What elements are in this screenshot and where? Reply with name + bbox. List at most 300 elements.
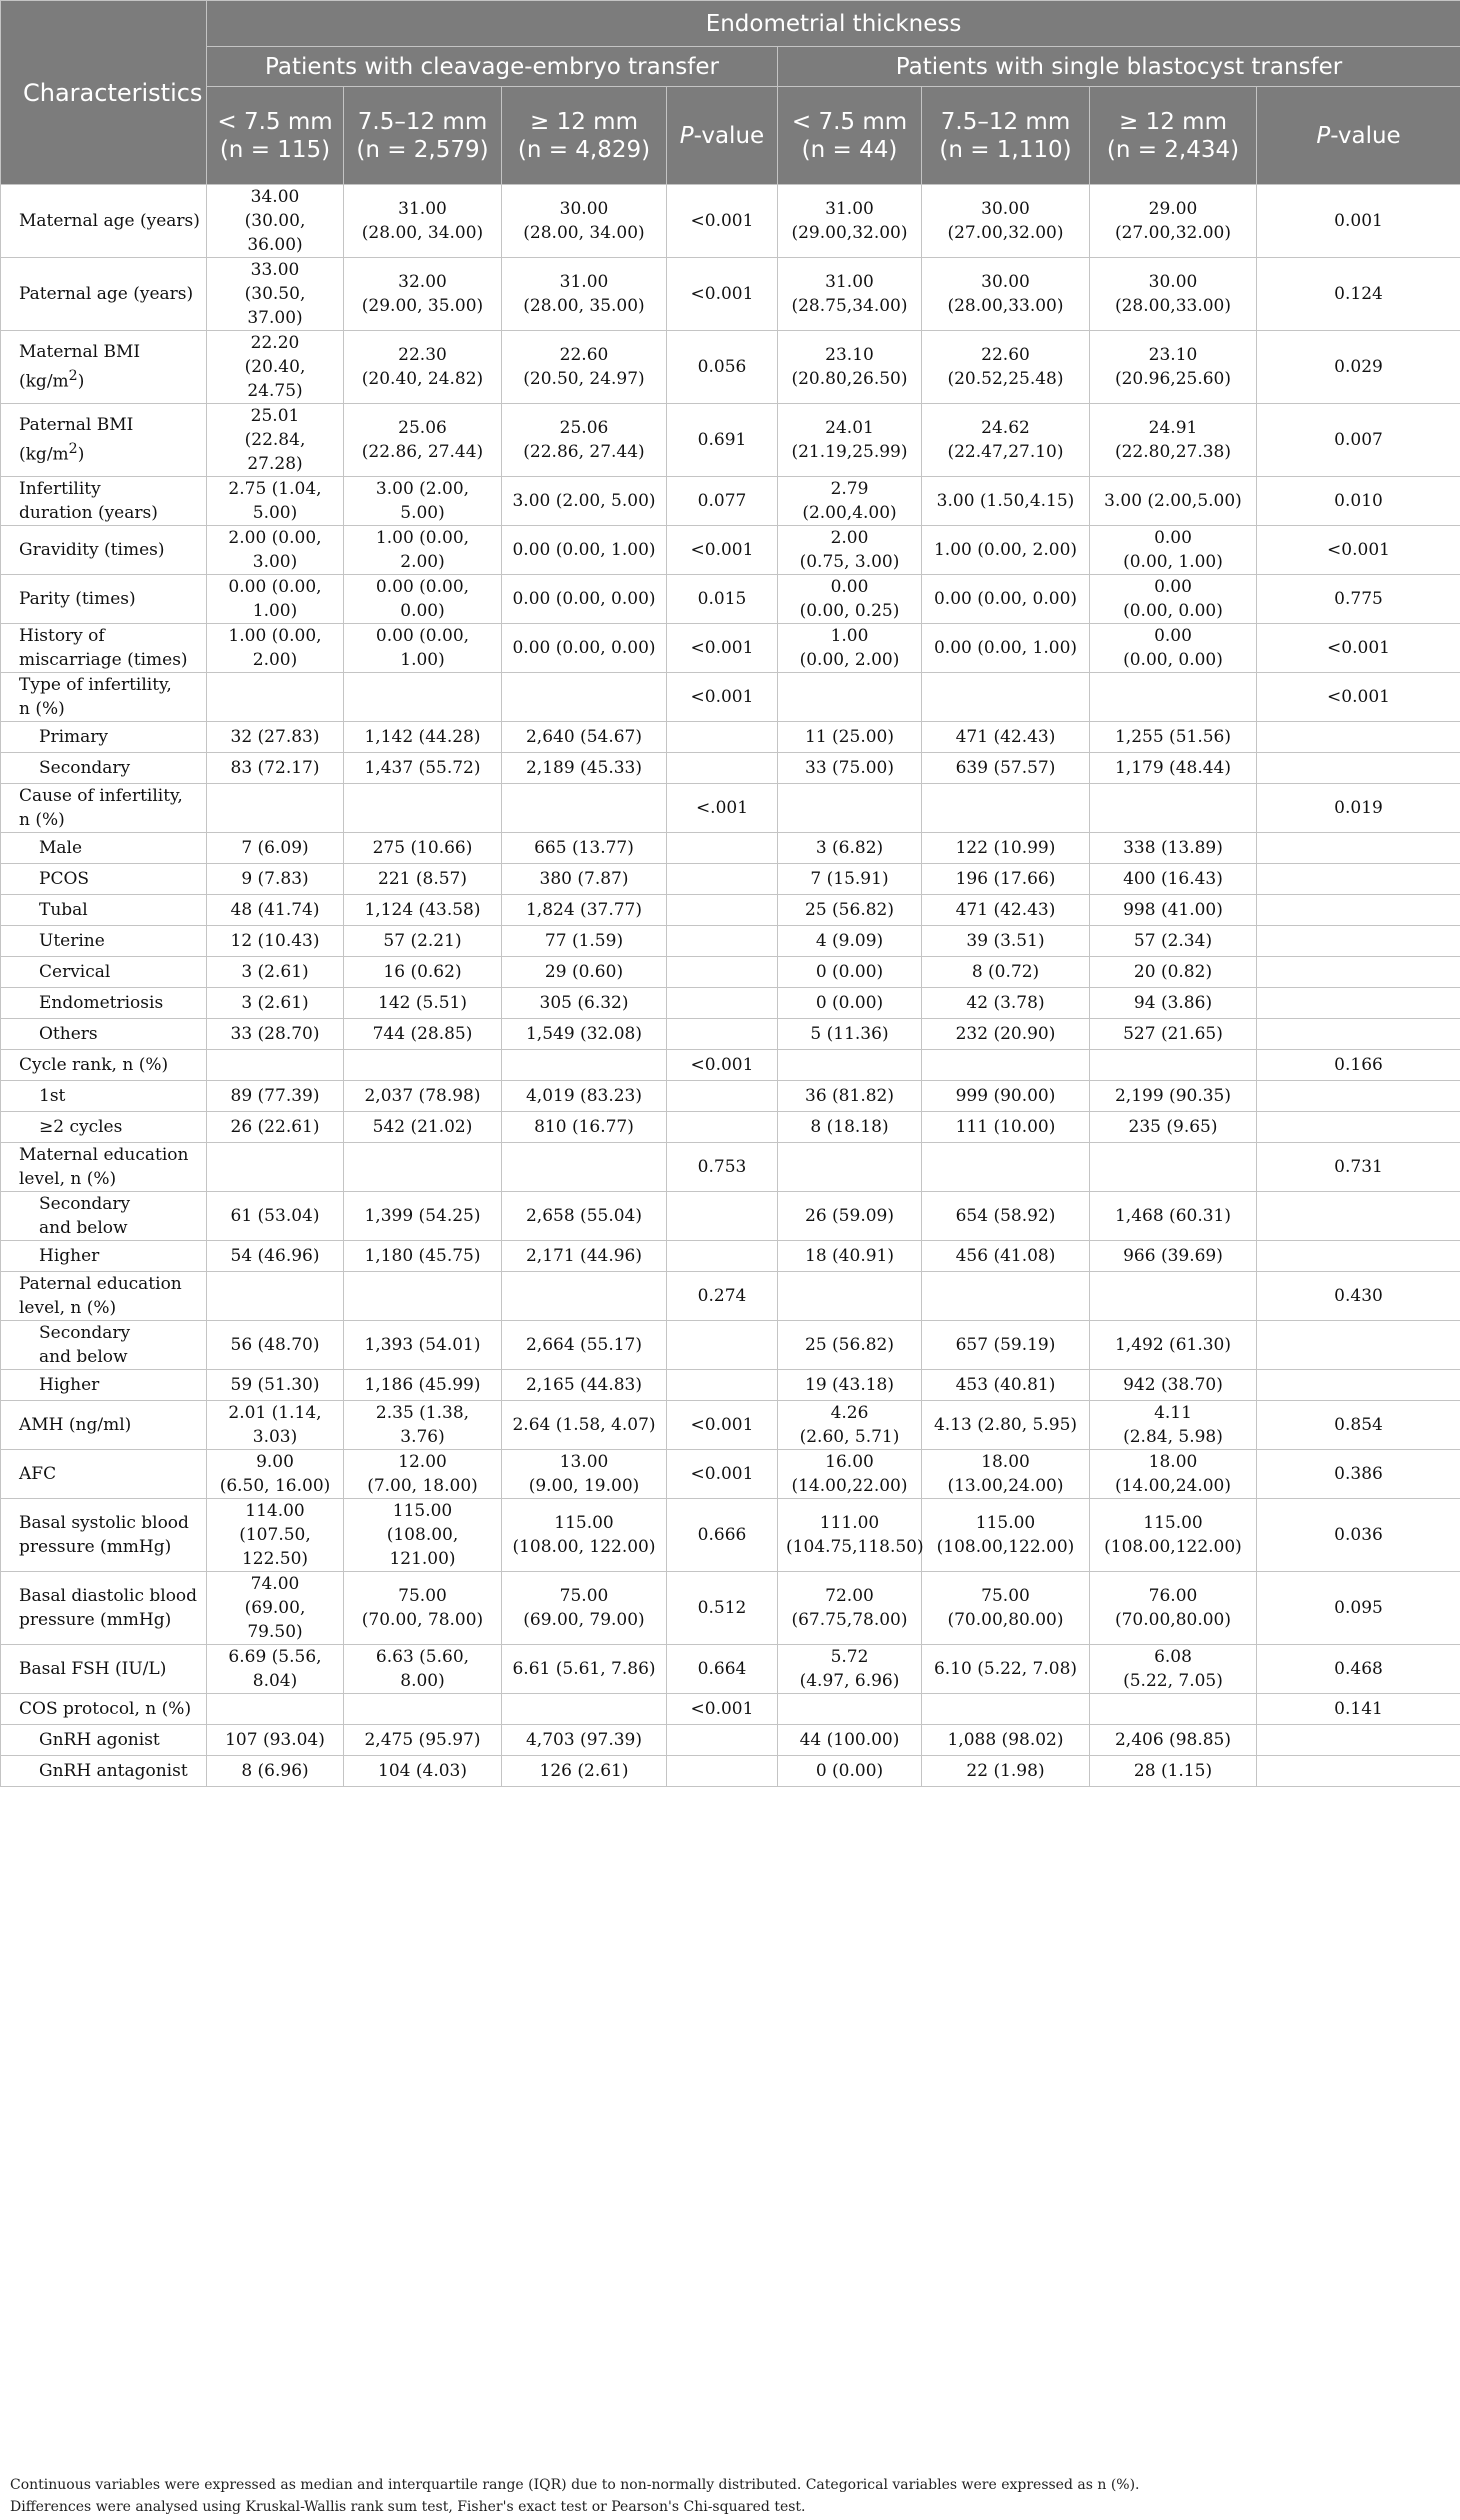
cleavage-cell: [207, 1112, 344, 1143]
col-range: < 7.5 mm: [217, 108, 333, 135]
blastocyst-cell: [922, 1192, 1090, 1241]
label-line: Higher: [39, 1246, 100, 1266]
cell-line: (6.50, 16.00): [219, 1476, 331, 1496]
cell-line: 19 (43.18): [805, 1375, 894, 1395]
blastocyst-cell: [922, 722, 1090, 753]
row-label: [1, 575, 207, 624]
cleavage-p-value: 0.015: [667, 575, 778, 624]
p-italic: P: [1316, 122, 1331, 149]
row-label: [1, 1450, 207, 1499]
cleavage-cell: [207, 1572, 344, 1645]
table-row: [1, 784, 1460, 833]
blastocyst-p-value: [1257, 1725, 1460, 1756]
blastocyst-cell: [778, 1321, 922, 1370]
cell-line: 122 (10.99): [955, 838, 1056, 858]
cell-line: (13.00,24.00): [947, 1476, 1064, 1496]
cleavage-p-value: 0.077: [667, 477, 778, 526]
col-range: 7.5–12 mm: [357, 108, 488, 135]
cell-line: (108.00, 122.00): [512, 1537, 656, 1557]
cleavage-cell: [344, 477, 502, 526]
label-line: Infertility: [19, 479, 101, 499]
cell-line: 18 (40.91): [805, 1246, 894, 1266]
cell-line: 4.11: [1154, 1403, 1192, 1423]
cleavage-p-value: <0.001: [667, 1694, 778, 1725]
cell-line: 23.10: [825, 345, 874, 365]
cell-line: (20.40, 24.82): [361, 369, 484, 389]
cell-line: 42 (3.78): [966, 993, 1045, 1013]
cleavage-cell: [207, 1370, 344, 1401]
blastocyst-cell: [778, 753, 922, 784]
cell-line: 75.00: [559, 1586, 609, 1606]
blastocyst-cell: [778, 784, 922, 833]
row-label: [1, 1081, 207, 1112]
blastocyst-p-value: 0.019: [1257, 784, 1460, 833]
cell-line: 115.00: [975, 1513, 1036, 1533]
blastocyst-cell: [922, 864, 1090, 895]
blastocyst-p-value: 0.124: [1257, 258, 1460, 331]
sub-row: [1, 988, 1460, 1019]
blastocyst-p-value: [1257, 1321, 1460, 1370]
cell-line: 1,549 (32.08): [525, 1024, 642, 1044]
sub-row: [1, 864, 1460, 895]
cleavage-cell: [207, 864, 344, 895]
cell-line: 29 (0.60): [544, 962, 624, 982]
blastocyst-cell: [1090, 624, 1257, 673]
blastocyst-p-value: 0.468: [1257, 1645, 1460, 1694]
blastocyst-p-value: 0.007: [1257, 404, 1460, 477]
cleavage-cell: [344, 957, 502, 988]
cell-line: 44 (100.00): [799, 1730, 900, 1750]
label-line: level, n (%): [19, 1169, 117, 1189]
blastocyst-col-header-2: [1090, 87, 1257, 185]
cell-line: 0.00: [1154, 626, 1192, 646]
label-line: Secondary: [39, 1194, 131, 1214]
label-line: COS protocol, n (%): [19, 1699, 192, 1719]
blastocyst-cell: [778, 1725, 922, 1756]
table-row: [1, 1143, 1460, 1192]
cell-line: (28.00,33.00): [947, 296, 1064, 316]
cleavage-cell: [502, 404, 667, 477]
cell-line: 94 (3.86): [1133, 993, 1213, 1013]
blastocyst-cell: [922, 1645, 1090, 1694]
cleavage-cell: [502, 957, 667, 988]
blastocyst-p-value: [1257, 753, 1460, 784]
cleavage-cell: [207, 1050, 344, 1081]
cell-line: 31.00: [559, 272, 609, 292]
cleavage-p-value: [667, 926, 778, 957]
p-suffix: -value: [1330, 122, 1401, 149]
blastocyst-cell: [778, 624, 922, 673]
cleavage-cell: [207, 753, 344, 784]
table-row: [1, 575, 1460, 624]
cleavage-p-value: <0.001: [667, 624, 778, 673]
cell-line: 74.00: [250, 1574, 300, 1594]
cell-line: (20.52,25.48): [947, 369, 1064, 389]
cleavage-cell: [207, 1143, 344, 1192]
row-label: [1, 1725, 207, 1756]
label-line: and below: [39, 1347, 128, 1367]
cleavage-cell: [502, 1645, 667, 1694]
cell-line: 400 (16.43): [1123, 869, 1223, 889]
cleavage-p-value: [667, 1112, 778, 1143]
cleavage-p-value: [667, 1192, 778, 1241]
cell-line: 61 (53.04): [230, 1206, 320, 1226]
blastocyst-cell: [922, 624, 1090, 673]
blastocyst-cell: [922, 1321, 1090, 1370]
blastocyst-cell: [778, 331, 922, 404]
cleavage-cell: [502, 1192, 667, 1241]
cleavage-cell: [502, 1050, 667, 1081]
col-n: (n = 2,434): [1106, 136, 1240, 163]
blastocyst-cell: [922, 1272, 1090, 1321]
cell-line: 12.00: [398, 1452, 447, 1472]
cell-line: 8 (0.72): [971, 962, 1040, 982]
cell-line: 39 (3.51): [966, 931, 1045, 951]
blastocyst-cell: [1090, 1401, 1257, 1450]
sub-row: [1, 1756, 1460, 1787]
blastocyst-cell: [1090, 673, 1257, 722]
blastocyst-p-value: [1257, 1192, 1460, 1241]
blastocyst-cell: [778, 1081, 922, 1112]
cell-line: (28.00, 34.00): [523, 223, 645, 243]
cell-line: 2,189 (45.33): [525, 758, 642, 778]
cell-line: (28.00, 34.00): [361, 223, 484, 243]
cell-line: 32.00: [398, 272, 447, 292]
cell-line: (27.00,32.00): [947, 223, 1064, 243]
blastocyst-p-value: 0.854: [1257, 1401, 1460, 1450]
sub-row: [1, 895, 1460, 926]
cell-line: 221 (8.57): [378, 869, 467, 889]
cell-line: 0.00 (0.00, 0.00): [512, 638, 656, 658]
label-line: Endometriosis: [39, 993, 164, 1013]
p-suffix: -value: [693, 122, 765, 149]
cleavage-cell: [502, 753, 667, 784]
cell-line: 998 (41.00): [1123, 900, 1223, 920]
blastocyst-cell: [1090, 1645, 1257, 1694]
cell-line: 5 (11.36): [810, 1024, 889, 1044]
col-range: < 7.5 mm: [791, 108, 908, 135]
cleavage-cell: [344, 753, 502, 784]
blastocyst-cell: [1090, 526, 1257, 575]
cell-line: 22.60: [981, 345, 1030, 365]
cell-line: 31.00: [825, 272, 874, 292]
cell-line: 36 (81.82): [805, 1086, 894, 1106]
cell-line: (0.00, 2.00): [799, 650, 900, 670]
cell-line: 13.00: [559, 1452, 609, 1472]
blastocyst-cell: [778, 1241, 922, 1272]
row-label: [1, 404, 207, 477]
table-row: [1, 1572, 1460, 1645]
table-row: [1, 1401, 1460, 1450]
blastocyst-p-value: 0.141: [1257, 1694, 1460, 1725]
cell-line: 57 (2.34): [1133, 931, 1213, 951]
cell-line: 75.00: [398, 1586, 447, 1606]
blastocyst-cell: [1090, 1272, 1257, 1321]
cell-line: 0.00 (0.00, 0.00): [933, 589, 1078, 609]
row-label: [1, 185, 207, 258]
table-row: [1, 1499, 1460, 1572]
blastocyst-cell: [1090, 1019, 1257, 1050]
cleavage-cell: [207, 404, 344, 477]
row-label: [1, 331, 207, 404]
cell-line: (14.00,24.00): [1114, 1476, 1231, 1496]
label-unit: (kg/m: [19, 371, 69, 392]
table-row: [1, 331, 1460, 404]
cell-line: 0.00: [830, 577, 869, 597]
sub-row: [1, 1725, 1460, 1756]
cleavage-p-value: [667, 988, 778, 1019]
cell-line: (28.75,34.00): [791, 296, 908, 316]
cell-line: (2.84, 5.98): [1123, 1427, 1223, 1447]
cell-line: 111 (10.00): [955, 1117, 1056, 1137]
sub-row: [1, 1370, 1460, 1401]
cell-line: 12 (10.43): [230, 931, 320, 951]
cleavage-cell: [207, 1321, 344, 1370]
cell-line: 23.10: [1148, 345, 1198, 365]
blastocyst-cell: [922, 1450, 1090, 1499]
cleavage-p-value: [667, 1370, 778, 1401]
label-line: [19, 437, 202, 467]
cleavage-p-value: 0.666: [667, 1499, 778, 1572]
blastocyst-cell: [778, 258, 922, 331]
blastocyst-cell: [922, 185, 1090, 258]
cleavage-cell: [502, 895, 667, 926]
cleavage-cell: [207, 331, 344, 404]
row-label: [1, 1050, 207, 1081]
sub-row: [1, 957, 1460, 988]
cell-line: 54 (46.96): [230, 1246, 320, 1266]
cell-line: 22 (1.98): [966, 1761, 1045, 1781]
cell-line: 31.00: [825, 199, 874, 219]
cell-line: 275 (10.66): [372, 838, 473, 858]
cell-line: 305 (6.32): [539, 993, 629, 1013]
cleavage-cell: [207, 833, 344, 864]
cleavage-cell: [207, 1272, 344, 1321]
cell-line: 75.00: [981, 1586, 1030, 1606]
cleavage-cell: [344, 926, 502, 957]
label-line: GnRH antagonist: [39, 1761, 188, 1781]
cell-line: 639 (57.57): [955, 758, 1056, 778]
blastocyst-cell: [1090, 1450, 1257, 1499]
cleavage-cell: [344, 988, 502, 1019]
blastocyst-cell: [1090, 833, 1257, 864]
cell-line: (0.75, 3.00): [799, 552, 900, 572]
blastocyst-p-value: [1257, 722, 1460, 753]
sub-row: [1, 1321, 1460, 1370]
cell-line: 2,171 (44.96): [525, 1246, 642, 1266]
cleavage-cell: [344, 1645, 502, 1694]
cell-line: 1,437 (55.72): [364, 758, 481, 778]
cleavage-cell: [207, 258, 344, 331]
label-line: AFC: [19, 1464, 57, 1484]
cleavage-cell: [502, 526, 667, 575]
cleavage-cell: [344, 722, 502, 753]
cell-line: 2,658 (55.04): [525, 1206, 642, 1226]
cleavage-cell: [344, 673, 502, 722]
row-label: [1, 957, 207, 988]
cell-line: 0 (0.00): [815, 962, 884, 982]
cleavage-cell: [502, 784, 667, 833]
cleavage-p-value: [667, 753, 778, 784]
cleavage-cell: [207, 1401, 344, 1450]
blastocyst-cell: [778, 1401, 922, 1450]
cell-line: (108.00, 121.00): [386, 1525, 459, 1569]
table-row: [1, 1050, 1460, 1081]
cleavage-cell: [344, 526, 502, 575]
blastocyst-cell: [778, 1499, 922, 1572]
cleavage-p-value: [667, 895, 778, 926]
col-n: (n = 2,579): [356, 136, 489, 163]
blastocyst-cell: [922, 926, 1090, 957]
sub-row: [1, 1241, 1460, 1272]
blastocyst-cell: [922, 404, 1090, 477]
cell-line: 0.00: [1154, 528, 1192, 548]
row-label: [1, 1192, 207, 1241]
blastocyst-p-value: [1257, 1019, 1460, 1050]
blastocyst-cell: [778, 926, 922, 957]
label-line: Maternal age (years): [19, 211, 200, 231]
blastocyst-cell: [922, 526, 1090, 575]
cleavage-cell: [207, 895, 344, 926]
cell-line: 59 (51.30): [230, 1375, 320, 1395]
cell-line: 33 (28.70): [230, 1024, 320, 1044]
col-n: (n = 4,829): [517, 136, 651, 163]
label-line: level, n (%): [19, 1298, 117, 1318]
cleavage-cell: [344, 624, 502, 673]
row-label: [1, 477, 207, 526]
cell-line: 2,640 (54.67): [525, 727, 642, 747]
blastocyst-p-value: <0.001: [1257, 624, 1460, 673]
cell-line: 527 (21.65): [1123, 1024, 1223, 1044]
blastocyst-cell: [922, 1572, 1090, 1645]
cell-line: 654 (58.92): [955, 1206, 1056, 1226]
label-line: Tubal: [39, 900, 88, 920]
cleavage-cell: [344, 185, 502, 258]
blastocyst-p-value: [1257, 926, 1460, 957]
cell-line: (30.00, 36.00): [244, 211, 306, 255]
blastocyst-p-value-header: [1257, 87, 1460, 185]
cell-line: (28.00, 35.00): [523, 296, 645, 316]
blastocyst-cell: [778, 526, 922, 575]
blastocyst-cell: [778, 673, 922, 722]
blastocyst-cell: [1090, 1694, 1257, 1725]
cell-line: (4.97, 6.96): [799, 1671, 900, 1691]
cell-line: (22.84, 27.28): [244, 430, 306, 474]
cleavage-p-value: [667, 1019, 778, 1050]
table-row: [1, 624, 1460, 673]
cell-line: (22.86, 27.44): [361, 442, 484, 462]
cell-line: (107.50, 122.50): [239, 1525, 311, 1569]
col-range: ≥ 12 mm: [1119, 108, 1227, 135]
cleavage-cell: [344, 1112, 502, 1143]
p-italic: P: [679, 122, 694, 149]
blastocyst-p-value: 0.430: [1257, 1272, 1460, 1321]
cell-line: 2,037 (78.98): [364, 1086, 481, 1106]
label-line: Maternal BMI: [19, 342, 141, 363]
blastocyst-cell: [922, 1694, 1090, 1725]
cell-line: (69.00, 79.00): [523, 1610, 645, 1630]
cleavage-cell: [207, 1694, 344, 1725]
cell-line: 25 (56.82): [805, 1335, 894, 1355]
row-label: [1, 673, 207, 722]
blastocyst-cell: [1090, 1192, 1257, 1241]
cell-line: 72.00: [825, 1586, 874, 1606]
label-line: Maternal education: [19, 1145, 189, 1165]
blastocyst-cell: [922, 1370, 1090, 1401]
cell-line: 3.00 (2.00, 5.00): [375, 479, 470, 523]
label-sup: 2: [68, 441, 78, 458]
cell-line: (0.00, 0.25): [799, 601, 900, 621]
label-line: GnRH agonist: [39, 1730, 160, 1750]
cleavage-cell: [502, 1081, 667, 1112]
cell-line: 56 (48.70): [230, 1335, 320, 1355]
cell-line: (108.00,122.00): [936, 1537, 1075, 1557]
cell-line: 0.00: [1154, 577, 1192, 597]
cleavage-p-value: [667, 722, 778, 753]
label-line: Basal systolic blood: [19, 1513, 189, 1533]
row-label: [1, 926, 207, 957]
table-row: [1, 1694, 1460, 1725]
cleavage-cell: [207, 784, 344, 833]
label-line: duration (years): [19, 503, 158, 523]
blastocyst-p-value: 0.775: [1257, 575, 1460, 624]
cleavage-cell: [207, 1081, 344, 1112]
cell-line: 2.00: [830, 528, 869, 548]
cleavage-p-value: <0.001: [667, 526, 778, 575]
blastocyst-cell: [922, 833, 1090, 864]
cell-line: (0.00, 0.00): [1123, 650, 1223, 670]
table-row: [1, 477, 1460, 526]
blastocyst-cell: [1090, 1321, 1257, 1370]
blastocyst-cell: [778, 477, 922, 526]
cell-line: 89 (77.39): [230, 1086, 320, 1106]
cleavage-p-value: 0.691: [667, 404, 778, 477]
blastocyst-p-value: [1257, 1081, 1460, 1112]
cleavage-cell: [502, 1370, 667, 1401]
row-label: [1, 1272, 207, 1321]
blastocyst-cell: [922, 1050, 1090, 1081]
blastocyst-cell: [778, 957, 922, 988]
cell-line: 6.69 (5.56, 8.04): [228, 1647, 322, 1691]
blastocyst-p-value: [1257, 833, 1460, 864]
table-row: [1, 1450, 1460, 1499]
blastocyst-p-value: [1257, 988, 1460, 1019]
cleavage-p-value: 0.664: [667, 1645, 778, 1694]
blastocyst-cell: [1090, 477, 1257, 526]
cell-line: (29.00,32.00): [791, 223, 908, 243]
cleavage-cell: [207, 575, 344, 624]
cell-line: 2.79 (2.00,4.00): [802, 479, 897, 523]
cell-line: (28.00,33.00): [1114, 296, 1231, 316]
blastocyst-cell: [1090, 864, 1257, 895]
cell-line: 6.61 (5.61, 7.86): [512, 1659, 656, 1679]
cleavage-cell: [344, 1143, 502, 1192]
footnote-line: Differences were analysed using Kruskal-Wallis rank sum test, Fisher's exact test or Pearson's Chi-squared test.: [10, 2499, 806, 2515]
cleavage-cell: [502, 1450, 667, 1499]
col-range: 7.5–12 mm: [940, 108, 1071, 135]
cleavage-cell: [207, 673, 344, 722]
cell-line: 338 (13.89): [1123, 838, 1223, 858]
cell-line: 4 (9.09): [815, 931, 884, 951]
cleavage-cell: [344, 1756, 502, 1787]
cleavage-cell: [502, 673, 667, 722]
blastocyst-p-value: 0.095: [1257, 1572, 1460, 1645]
label-line: n (%): [19, 699, 65, 719]
label-line: History of: [19, 626, 105, 646]
col-n: (n = 115): [219, 136, 331, 163]
cleavage-cell: [502, 1694, 667, 1725]
cell-line: (104.75,118.50): [786, 1537, 924, 1557]
